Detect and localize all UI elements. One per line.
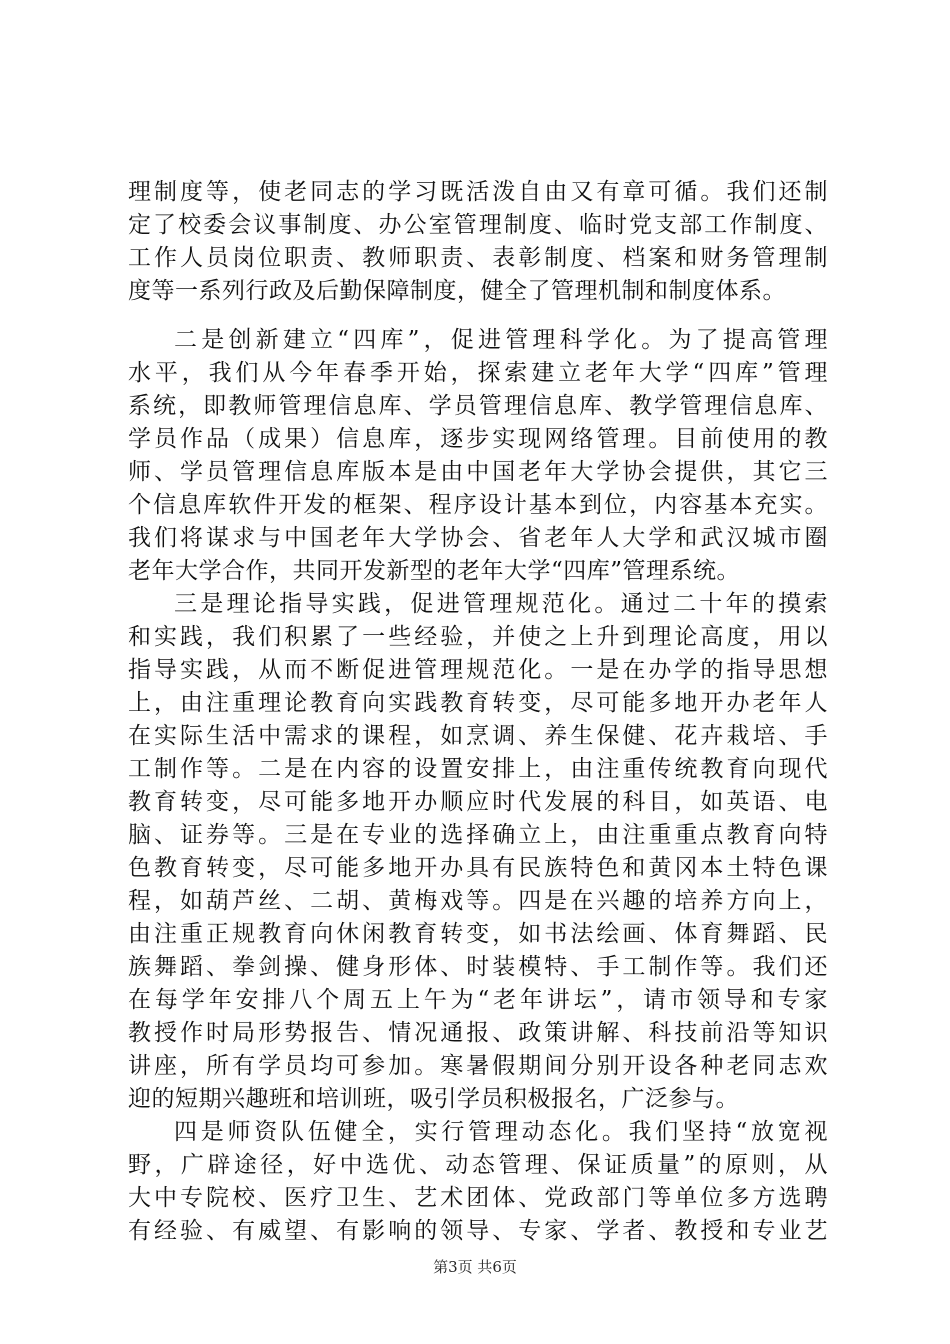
paragraph-two-line: 师、学员管理信息库版本是由中国老年大学协会提供，其它三 — [128, 459, 828, 485]
paragraph-three-line: 族舞蹈、拳剑操、健身形体、时装模特、手工制作等。我们还 — [128, 954, 828, 980]
paragraph-three-line: 脑、证券等。三是在专业的选择确立上，由注重重点教育向特 — [128, 822, 828, 848]
paragraph-three-line: 色教育转变，尽可能多地开办具有民族特色和黄冈本土特色课 — [128, 855, 828, 881]
page-footer: 第3页 共6页 — [433, 1258, 517, 1276]
paragraph-four-line: 野，广辟途径，好中选优、动态管理、保证质量”的原则，从 — [128, 1152, 828, 1178]
paragraph-four-line: 有经验、有威望、有影响的领导、专家、学者、教授和专业艺 — [128, 1218, 828, 1244]
paragraph-three-line: 教育转变，尽可能多地开办顺应时代发展的科目，如英语、电 — [128, 789, 828, 815]
body-paragraphs — [128, 324, 828, 1248]
paragraph-three-line: 上，由注重理论教育向实践教育转变，尽可能多地开办老年人 — [128, 690, 828, 716]
paragraph-three-line: 指导实践，从而不断促进管理规范化。一是在办学的指导思想 — [128, 657, 828, 683]
paragraph-two-line: 二是创新建立“四库”，促进管理科学化。为了提高管理 — [174, 327, 828, 353]
paragraph-two-line: 老年大学合作，共同开发新型的老年大学“四库”管理系统。 — [128, 558, 741, 584]
text-line: 理制度等，使老同志的学习既活泼自由又有章可循。我们还制 — [128, 179, 828, 205]
paragraph-two-line: 系统，即教师管理信息库、学员管理信息库、教学管理信息库、 — [128, 393, 828, 419]
paragraph-four-line: 大中专院校、医疗卫生、艺术团体、党政部门等单位多方选聘 — [128, 1185, 828, 1211]
paragraph-two-line: 学员作品（成果）信息库，逐步实现网络管理。目前使用的教 — [128, 426, 828, 452]
paragraph-three-line: 和实践，我们积累了一些经验，并使之上升到理论高度，用以 — [128, 624, 828, 650]
paragraph-three-line: 三是理论指导实践，促进管理规范化。通过二十年的摸索 — [174, 591, 828, 617]
text-line: 定了校委会议事制度、办公室管理制度、临时党支部工作制度、 — [128, 212, 828, 238]
text-line: 度等一系列行政及后勤保障制度，健全了管理机制和制度体系。 — [128, 278, 786, 304]
paragraph-three-line: 在实际生活中需求的课程，如烹调、养生保健、花卉栽培、手 — [128, 723, 828, 749]
paragraph-three-line: 程，如葫芦丝、二胡、黄梅戏等。四是在兴趣的培养方向上， — [128, 888, 828, 914]
paragraph-three-line: 教授作时局形势报告、情况通报、政策讲解、科技前沿等知识 — [128, 1020, 828, 1046]
paragraph-two-line: 我们将谋求与中国老年大学协会、省老年人大学和武汉城市圈 — [128, 525, 828, 551]
paragraph-four-line: 四是师资队伍健全，实行管理动态化。我们坚持“放宽视 — [174, 1119, 828, 1145]
paragraph-two-line: 个信息库软件开发的框架、程序设计基本到位，内容基本充实。 — [128, 492, 828, 518]
paragraph-three-line: 工制作等。二是在内容的设置安排上，由注重传统教育向现代 — [128, 756, 828, 782]
paragraph-three-line: 在每学年安排八个周五上午为“老年讲坛”，请市领导和专家 — [128, 987, 828, 1013]
paragraph-three-line: 迎的短期兴趣班和培训班，吸引学员积极报名，广泛参与。 — [128, 1086, 739, 1112]
text-line: 工作人员岗位职责、教师职责、表彰制度、档案和财务管理制 — [128, 245, 828, 271]
paragraph-two-line: 水平，我们从今年春季开始，探索建立老年大学“四库”管理 — [128, 360, 828, 386]
paragraph-three-line: 讲座，所有学员均可参加。寒暑假期间分别开设各种老同志欢 — [128, 1053, 828, 1079]
paragraph-three-line: 由注重正规教育向休闲教育转变，如书法绘画、体育舞蹈、民 — [128, 921, 828, 947]
paragraph-tail — [128, 176, 828, 308]
